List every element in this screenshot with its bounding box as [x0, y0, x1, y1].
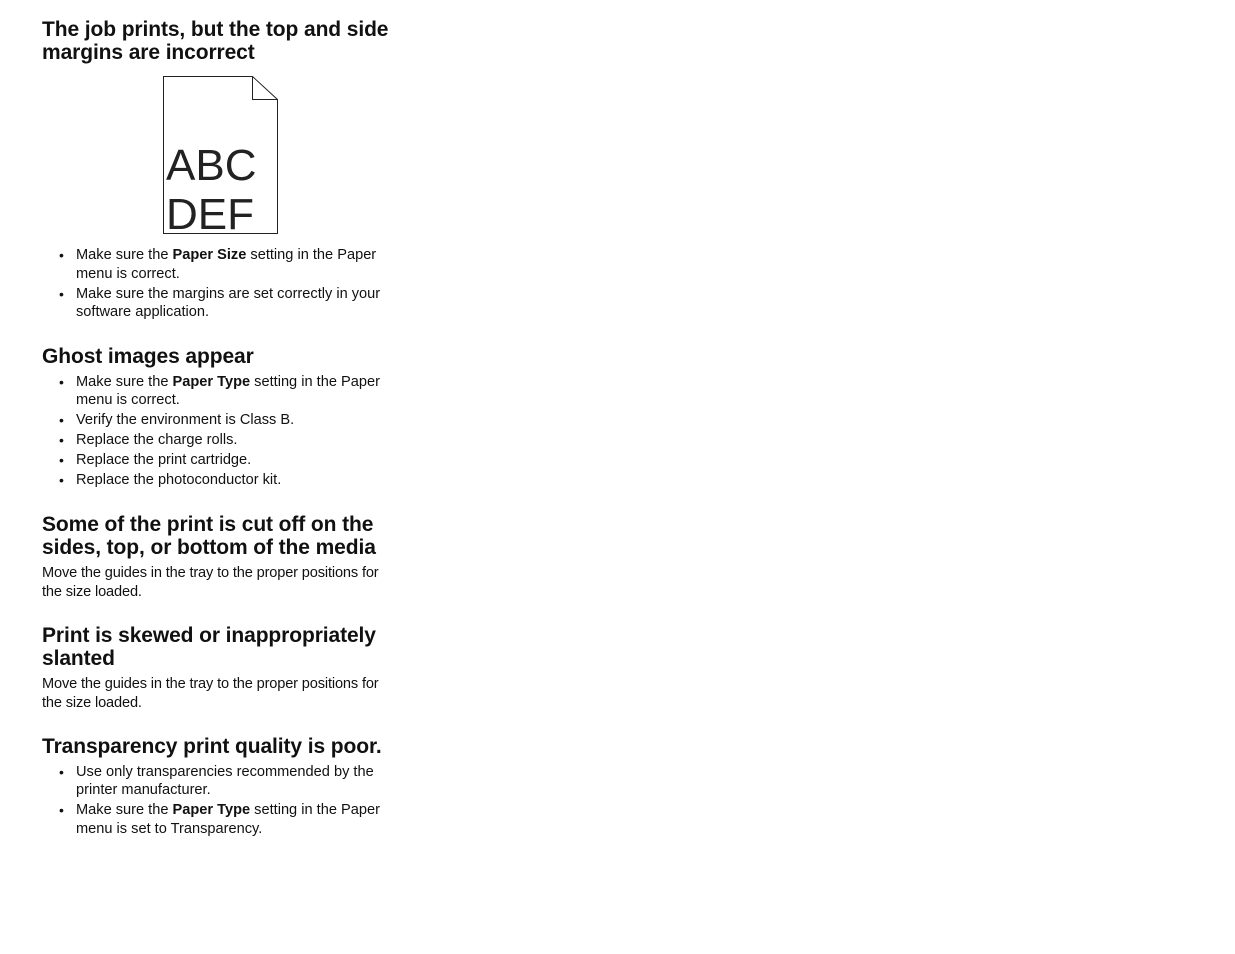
section-heading: Some of the print is cut off on the sides, top, or bottom of the media [42, 512, 376, 559]
bullet-list [42, 246, 402, 322]
section-print-skewed [42, 624, 402, 713]
figure-text-line2: DEF [166, 190, 254, 235]
list-item: • Verify the environment is Class B. [59, 412, 295, 428]
page-illustration [163, 75, 279, 235]
list-item: • Make sure the Paper Type setting in the Paper menu is set to Transparency. [59, 802, 380, 837]
list-item: • Replace the charge rolls. [59, 432, 238, 448]
section-ghost-images [42, 345, 402, 490]
document-column [42, 18, 402, 840]
figure-text-line1: ABC [166, 141, 257, 190]
section-body: Move the guides in the tray to the proper positions for the size loaded. [42, 675, 379, 711]
list-item: • Replace the photoconductor kit. [59, 472, 282, 488]
list-item: • Use only transparencies recommended by the printer manufacturer. [59, 763, 374, 798]
section-body: Move the guides in the tray to the proper positions for the size loaded. [42, 564, 379, 600]
section-heading: Print is skewed or inappropriately slanted [42, 623, 376, 670]
section-print-cut-off [42, 513, 402, 602]
list-item: • Make sure the Paper Size setting in the Paper menu is correct. [59, 247, 377, 282]
misaligned-page-figure [163, 75, 279, 235]
list-item: • Replace the print cartridge. [59, 452, 252, 468]
section-heading: Ghost images appear [42, 344, 254, 368]
list-item: • Make sure the margins are set correctly in your software application. [59, 285, 381, 320]
bullet-list [42, 373, 402, 490]
section-heading: The job prints, but the top and side margins are incorrect [42, 18, 389, 64]
bullet-list [42, 763, 402, 839]
list-item: • Make sure the Paper Type setting in the Paper menu is correct. [59, 373, 380, 408]
section-heading: Transparency print quality is poor. [42, 734, 382, 758]
section-margins-incorrect [42, 18, 402, 322]
section-transparency-quality [42, 735, 402, 839]
